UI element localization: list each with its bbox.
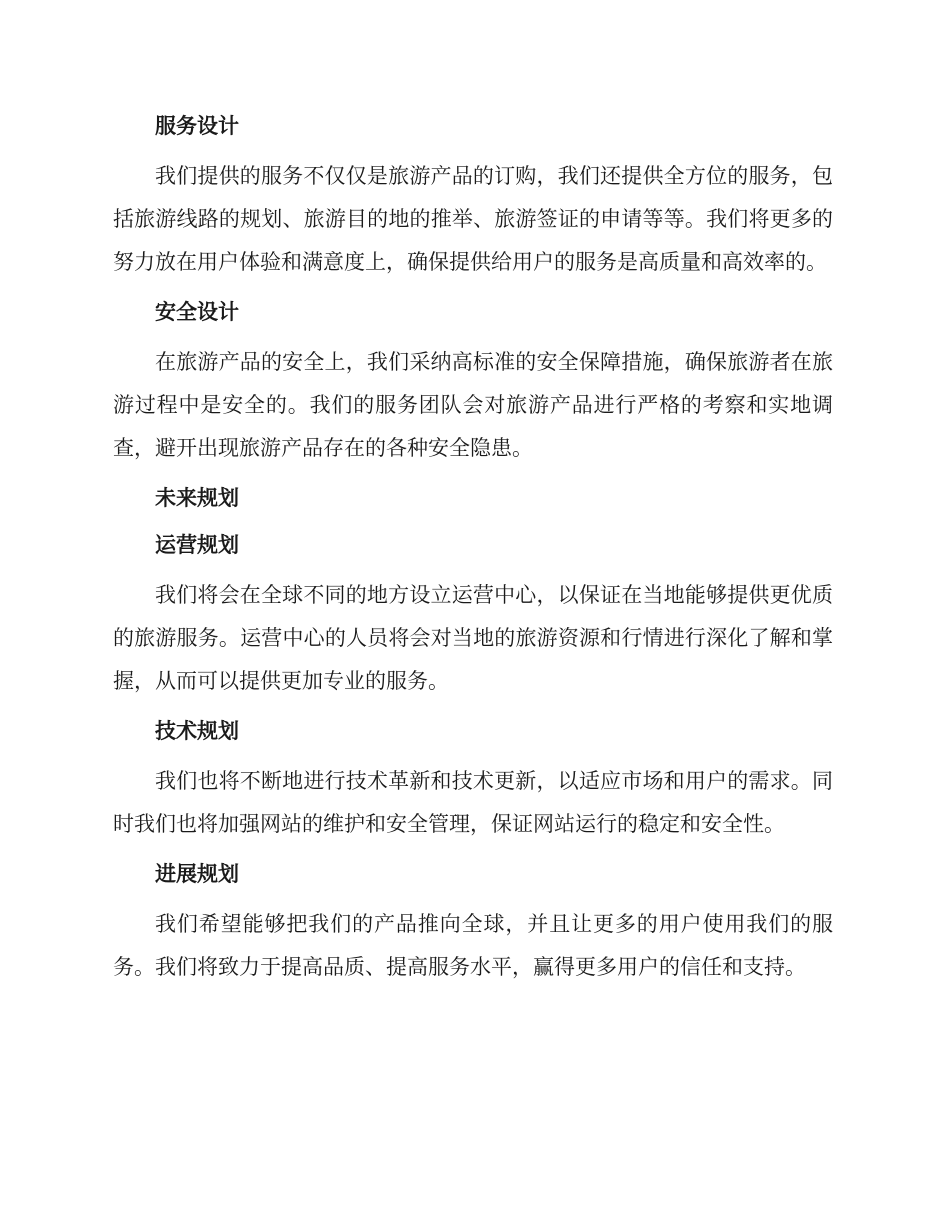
section-paragraph-service-design: 我们提供的服务不仅仅是旅游产品的订购，我们还提供全方位的服务，包括旅游线路的规划、旅游目的地的推举、旅游签证的申请等等。我们将更多的努力放在用户体验和满意度上，确保提供给用户的服务是高质量和高效率的。	[113, 164, 833, 274]
section-heading-service-design: 服务设计	[155, 114, 239, 138]
section-heading-safety-design: 安全设计	[155, 300, 239, 324]
section-heading-technology-planning: 技术规划	[155, 719, 239, 743]
section-paragraph-technology-planning: 我们也将不断地进行技术革新和技术更新，以适应市场和用户的需求。同时我们也将加强网站的维护和安全管理，保证网站运行的稳定和安全性。	[113, 769, 833, 836]
section-heading-future-planning: 未来规划	[155, 486, 239, 510]
section-paragraph-safety-design: 在旅游产品的安全上，我们采纳高标准的安全保障措施，确保旅游者在旅游过程中是安全的。我们的服务团队会对旅游产品进行严格的考察和实地调查，避开出现旅游产品存在的各种安全隐患。	[113, 350, 833, 460]
section-heading-operations-planning: 运营规划	[155, 533, 239, 557]
document-page	[113, 108, 833, 999]
section-heading-progress-planning: 进展规划	[155, 862, 239, 886]
section-paragraph-operations-planning: 我们将会在全球不同的地方设立运营中心，以保证在当地能够提供更优质的旅游服务。运营中心的人员将会对当地的旅游资源和行情进行深化了解和掌握，从而可以提供更加专业的服务。	[113, 583, 833, 693]
section-paragraph-progress-planning: 我们希望能够把我们的产品推向全球，并且让更多的用户使用我们的服务。我们将致力于提高品质、提高服务水平，赢得更多用户的信任和支持。	[113, 912, 833, 979]
